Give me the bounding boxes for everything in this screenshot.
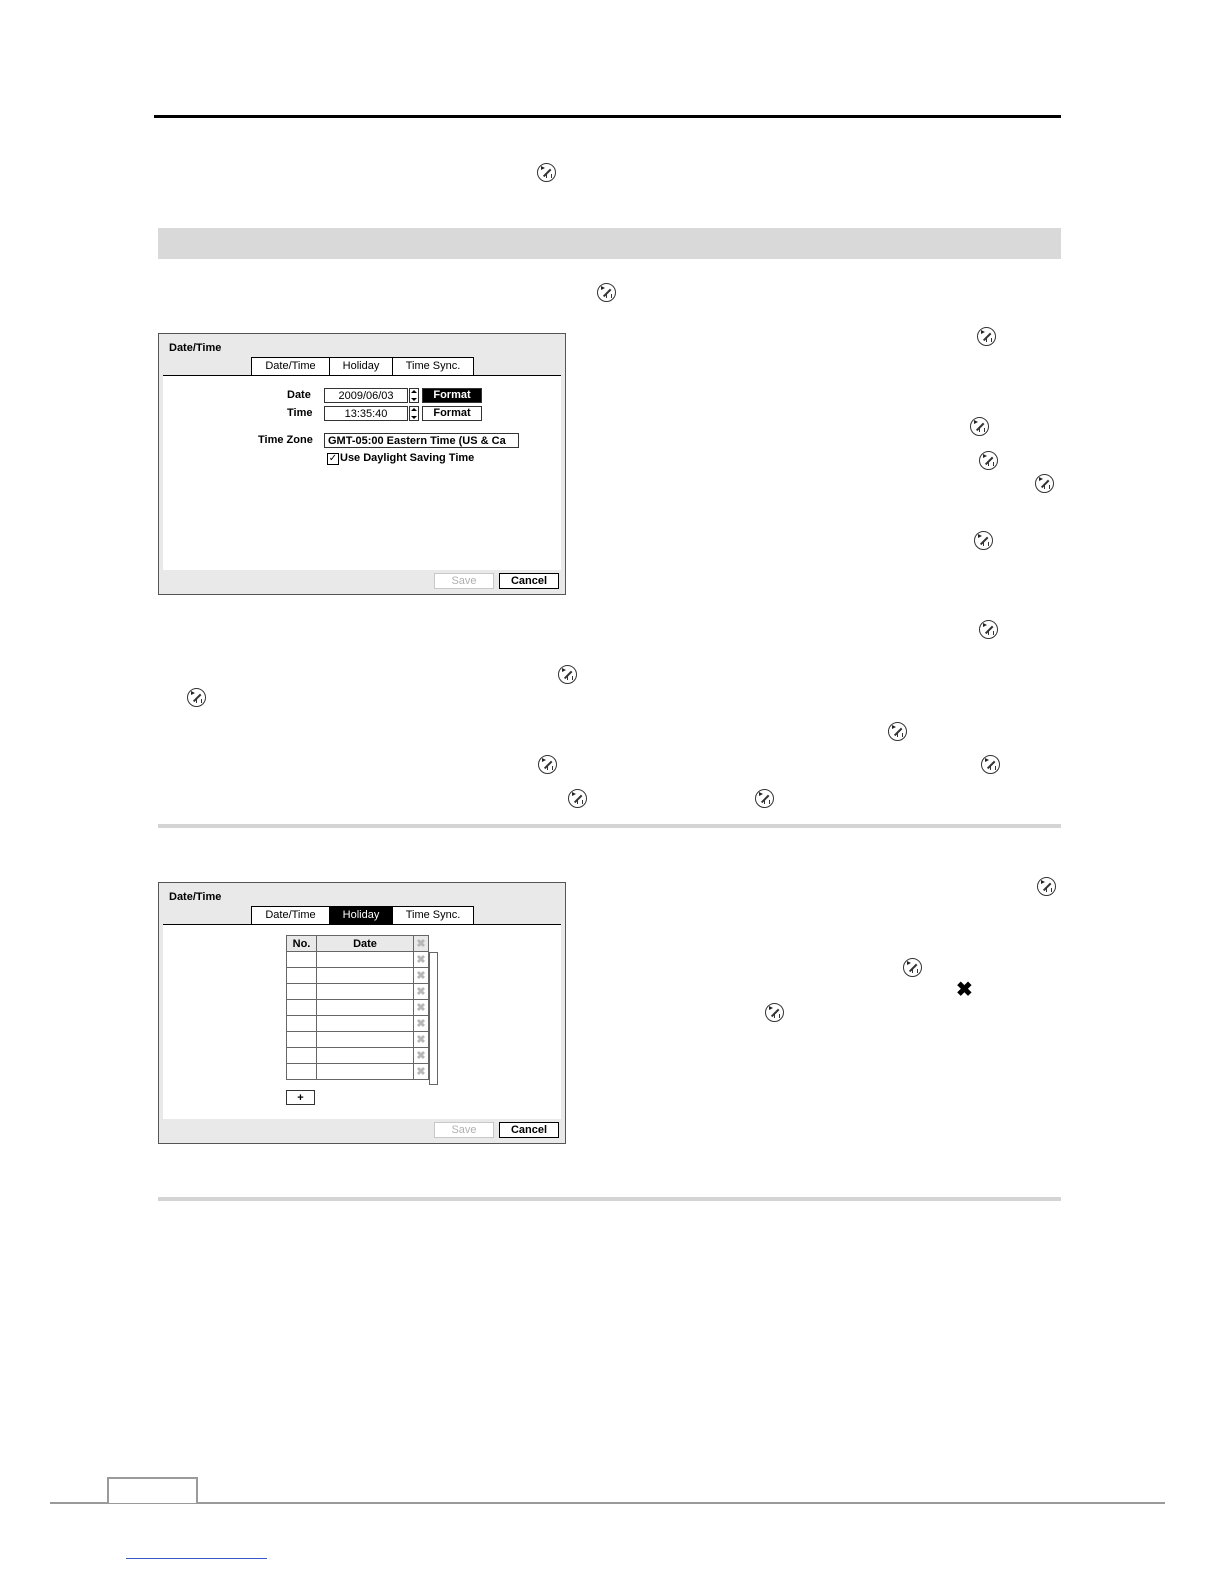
delete-x-icon[interactable]: ✖ [414, 1016, 429, 1032]
section-separator [158, 824, 1061, 828]
play-pause-button-icon [568, 789, 587, 808]
time-field[interactable]: 13:35:40 [324, 406, 408, 421]
date-cell[interactable] [317, 952, 414, 968]
tab-time-sync[interactable]: Time Sync. [392, 357, 474, 375]
table-scrollbar[interactable] [429, 952, 438, 1085]
time-spinner[interactable] [409, 406, 419, 421]
tab-date-time[interactable]: Date/Time [251, 357, 330, 375]
date-cell[interactable] [317, 968, 414, 984]
dialog-body [163, 924, 561, 1119]
delete-all-icon[interactable]: ✖ [414, 936, 429, 952]
date-spinner[interactable] [409, 388, 419, 403]
delete-x-icon[interactable]: ✖ [414, 1064, 429, 1080]
play-pause-button-icon [558, 665, 577, 684]
play-pause-button-icon [974, 531, 993, 550]
date-cell[interactable] [317, 984, 414, 1000]
table-row [287, 1000, 440, 1016]
time-zone-label: Time Zone [258, 434, 313, 446]
table-row [287, 952, 440, 968]
delete-x-icon[interactable]: ✖ [414, 1048, 429, 1064]
cancel-button[interactable]: Cancel [499, 573, 559, 589]
play-pause-button-icon [597, 283, 616, 302]
date-field[interactable]: 2009/06/03 [324, 388, 408, 403]
save-button[interactable]: Save [434, 573, 494, 589]
holiday-table [286, 935, 440, 1080]
delete-x-icon[interactable]: ✖ [414, 968, 429, 984]
date-cell[interactable] [317, 1064, 414, 1080]
play-pause-button-icon [979, 620, 998, 639]
play-pause-button-icon [187, 688, 206, 707]
delete-x-icon[interactable]: ✖ [414, 984, 429, 1000]
table-row [287, 984, 440, 1000]
table-row [287, 1016, 440, 1032]
cancel-button[interactable]: Cancel [499, 1122, 559, 1138]
table-row [287, 968, 440, 984]
dst-checkbox[interactable]: ✓ [328, 453, 338, 464]
play-pause-button-icon [537, 163, 556, 182]
play-pause-button-icon [970, 417, 989, 436]
date-time-dialog [158, 333, 566, 595]
play-pause-button-icon [538, 755, 557, 774]
table-row [287, 1032, 440, 1048]
column-header-date: Date [317, 936, 414, 952]
date-format-button[interactable]: Format [422, 388, 482, 403]
date-cell[interactable] [317, 1032, 414, 1048]
tab-time-sync[interactable]: Time Sync. [392, 906, 474, 924]
delete-x-icon[interactable]: ✖ [414, 1032, 429, 1048]
play-pause-button-icon [755, 789, 774, 808]
play-pause-button-icon [888, 722, 907, 741]
delete-x-icon[interactable]: ✖ [414, 952, 429, 968]
time-label: Time [287, 407, 313, 419]
footer-link-underline [126, 1558, 267, 1559]
tab-holiday[interactable]: Holiday [329, 906, 393, 924]
play-pause-button-icon [765, 1003, 784, 1022]
play-pause-button-icon [981, 755, 1000, 774]
play-pause-button-icon [1035, 474, 1054, 493]
dialog-body [163, 375, 561, 570]
play-pause-button-icon [1037, 877, 1056, 896]
play-pause-button-icon [903, 958, 922, 977]
date-cell[interactable] [317, 1000, 414, 1016]
tab-date-time[interactable]: Date/Time [251, 906, 330, 924]
delete-x-icon[interactable]: ✖ [414, 1000, 429, 1016]
holiday-dialog [158, 882, 566, 1144]
section-heading-band [158, 228, 1061, 259]
footer-rule [50, 1502, 1165, 1504]
add-holiday-button[interactable]: + [286, 1090, 315, 1105]
section-separator [158, 1197, 1061, 1201]
column-header-no: No. [287, 936, 317, 952]
date-cell[interactable] [317, 1048, 414, 1064]
play-pause-button-icon [979, 451, 998, 470]
delete-x-icon: ✖ [956, 979, 973, 1001]
time-zone-select[interactable]: GMT-05:00 Eastern Time (US & Ca [324, 433, 519, 448]
tab-holiday[interactable]: Holiday [329, 357, 393, 375]
time-format-button[interactable]: Format [422, 406, 482, 421]
save-button[interactable]: Save [434, 1122, 494, 1138]
dst-label: Use Daylight Saving Time [340, 452, 475, 464]
date-label: Date [287, 389, 311, 401]
date-cell[interactable] [317, 1016, 414, 1032]
dialog-title: Date/Time [169, 342, 222, 354]
table-row [287, 1048, 440, 1064]
header-rule [154, 115, 1061, 118]
table-row [287, 1064, 440, 1080]
page-number-tab [107, 1477, 198, 1503]
dialog-title: Date/Time [169, 891, 222, 903]
play-pause-button-icon [977, 327, 996, 346]
